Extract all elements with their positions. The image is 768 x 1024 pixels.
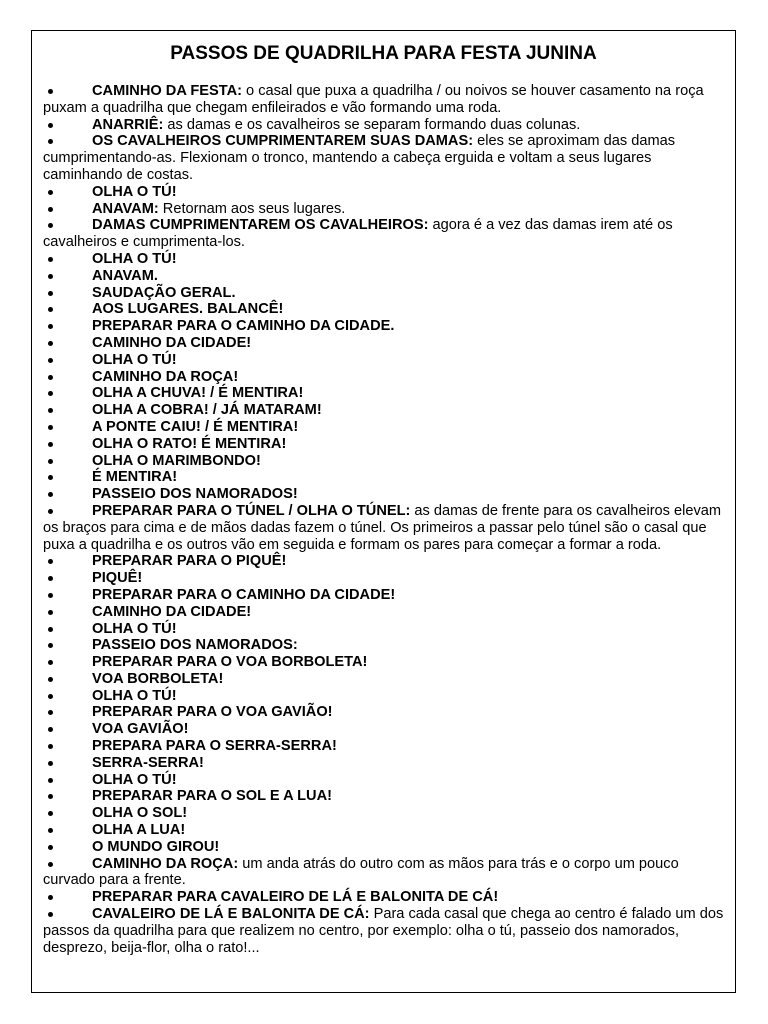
list-item	[43, 587, 725, 604]
list-item	[43, 268, 725, 285]
list-item	[43, 486, 725, 503]
bullet-icon	[48, 912, 53, 917]
step-name: CAMINHO DA CIDADE!	[92, 334, 252, 351]
bullet-icon	[48, 324, 53, 329]
step-name: PREPARAR PARA O CAMINHO DA CIDADE.	[92, 318, 395, 335]
step-description: um anda atrás do outro com as mãos para trás e o corpo um pouco curvado para a frente.	[43, 855, 679, 889]
bullet-icon	[48, 341, 53, 346]
bullet-icon	[48, 727, 53, 732]
list-item	[43, 553, 725, 570]
step-name: CAMINHO DA ROÇA!	[92, 368, 239, 385]
list-item	[43, 419, 725, 436]
list-item	[43, 335, 725, 352]
bullet-icon	[48, 358, 53, 363]
list-item	[43, 285, 725, 302]
list-item	[43, 251, 725, 268]
bullet-icon	[48, 660, 53, 665]
step-name: ANAVAM.	[92, 267, 158, 284]
step-name: OLHA A COBRA! / JÁ MATARAM!	[92, 402, 322, 419]
step-name: PREPARAR PARA O TÚNEL / OLHA O TÚNEL:	[92, 502, 411, 519]
step-name: PIQUÊ!	[92, 570, 143, 587]
list-item	[43, 772, 725, 789]
step-name: DAMAS CUMPRIMENTAREM OS CAVALHEIROS:	[92, 217, 429, 234]
list-item	[43, 856, 725, 890]
list-item	[43, 671, 725, 688]
step-name: OLHA O TÚ!	[92, 351, 177, 368]
list-item	[43, 402, 725, 419]
list-item	[43, 385, 725, 402]
step-description: eles se aproximam das damas cumprimentando-as. Flexionam o tronco, mantendo a cabeça erguida e voltam a seus lugares caminhando de costas.	[43, 133, 676, 183]
step-name: PREPARAR PARA CAVALEIRO DE LÁ E BALONITA DE CÁ!	[92, 889, 499, 906]
bullet-icon	[48, 559, 53, 564]
step-name: OLHA A LUA!	[92, 822, 186, 839]
step-name: PREPARA PARA O SERRA-SERRA!	[92, 738, 337, 755]
step-name: OS CAVALHEIROS CUMPRIMENTAREM SUAS DAMAS:	[92, 133, 474, 150]
list-item	[43, 654, 725, 671]
bullet-icon	[48, 895, 53, 900]
step-name: OLHA O TÚ!	[92, 183, 177, 200]
step-description: as damas e os cavalheiros se separam formando duas colunas.	[163, 116, 581, 133]
step-name: PASSEIO DOS NAMORADOS!	[92, 486, 298, 503]
bullet-icon	[48, 643, 53, 648]
list-item	[43, 570, 725, 587]
bullet-icon	[48, 492, 53, 497]
bullet-icon	[48, 610, 53, 615]
list-item	[43, 217, 725, 251]
list-item	[43, 688, 725, 705]
list-item	[43, 133, 725, 183]
list-item	[43, 621, 725, 638]
step-description: agora é a vez das damas irem até os cavalheiros e cumprimenta-los.	[43, 217, 673, 251]
bullet-icon	[48, 207, 53, 212]
bullet-icon	[48, 593, 53, 598]
bullet-icon	[48, 677, 53, 682]
step-name: PREPARAR PARA O SOL E A LUA!	[92, 788, 332, 805]
step-name: OLHA O MARIMBONDO!	[92, 452, 261, 469]
bullet-icon	[48, 425, 53, 430]
list-item	[43, 604, 725, 621]
list-item	[43, 738, 725, 755]
list-item	[43, 755, 725, 772]
bullet-icon	[48, 257, 53, 262]
step-name: PREPARAR PARA O VOA BORBOLETA!	[92, 654, 368, 671]
step-name: ANARRIÊ:	[92, 116, 164, 133]
step-name: CAVALEIRO DE LÁ E BALONITA DE CÁ:	[92, 906, 370, 923]
bullet-icon	[48, 811, 53, 816]
bullet-icon	[48, 794, 53, 799]
bullet-icon	[48, 475, 53, 480]
list-item	[43, 503, 725, 553]
list-item	[43, 352, 725, 369]
step-name: OLHA O TÚ!	[92, 771, 177, 788]
bullet-icon	[48, 778, 53, 783]
step-name: OLHA O RATO! É MENTIRA!	[92, 435, 287, 452]
step-name: PASSEIO DOS NAMORADOS:	[92, 637, 298, 654]
list-item	[43, 469, 725, 486]
step-name: AOS LUGARES. BALANCÊ!	[92, 301, 284, 318]
step-name: O MUNDO GIROU!	[92, 838, 220, 855]
bullet-icon	[48, 391, 53, 396]
bullet-icon	[48, 845, 53, 850]
step-description: Para cada casal que chega ao centro é falado um dos passos da quadrilha para que realizem no centro, por exemplo: olha o tú, passeio dos namorados, desprezo, beija-flor, olha o rato!...	[43, 906, 724, 956]
bullet-icon	[48, 123, 53, 128]
bullet-icon	[48, 459, 53, 464]
list-item	[43, 117, 725, 134]
list-item	[43, 301, 725, 318]
step-name: É MENTIRA!	[92, 469, 178, 486]
list-item	[43, 788, 725, 805]
bullet-icon	[48, 274, 53, 279]
step-name: CAMINHO DA ROÇA:	[92, 855, 239, 872]
list-item	[43, 704, 725, 721]
list-item	[43, 318, 725, 335]
list-item	[43, 436, 725, 453]
step-description: o casal que puxa a quadrilha / ou noivos se houver casamento na roça puxam a quadrilha que chegam enfileirados e vão formando uma roda.	[43, 83, 704, 116]
list-item	[43, 201, 725, 218]
bullet-icon	[48, 694, 53, 699]
step-name: CAMINHO DA FESTA:	[92, 83, 242, 99]
bullet-icon	[48, 89, 53, 94]
list-item	[43, 805, 725, 822]
list-item	[43, 83, 725, 117]
bullet-icon	[48, 509, 53, 514]
list-item	[43, 453, 725, 470]
bullet-icon	[48, 710, 53, 715]
step-name: VOA GAVIÃO!	[92, 721, 189, 738]
bullet-icon	[48, 761, 53, 766]
step-name: OLHA O TÚ!	[92, 687, 177, 704]
step-name: SAUDAÇÃO GERAL.	[92, 284, 236, 301]
document-title: PASSOS DE QUADRILHA PARA FESTA JUNINA	[170, 43, 597, 64]
bullet-icon	[48, 408, 53, 413]
bullet-icon	[48, 576, 53, 581]
step-description: Retornam aos seus lugares.	[158, 200, 346, 217]
step-name: ANAVAM:	[92, 200, 159, 217]
bullet-icon	[48, 442, 53, 447]
bullet-icon	[48, 307, 53, 312]
bullet-icon	[48, 744, 53, 749]
list-item	[43, 822, 725, 839]
step-name: PREPARAR PARA O CAMINHO DA CIDADE!	[92, 586, 396, 603]
list-item	[43, 369, 725, 386]
list-item	[43, 721, 725, 738]
list-item	[43, 889, 725, 906]
bullet-icon	[48, 223, 53, 228]
step-name: A PONTE CAIU! / É MENTIRA!	[92, 418, 299, 435]
steps-list	[43, 83, 725, 956]
bullet-icon	[48, 862, 53, 867]
step-name: SERRA-SERRA!	[92, 754, 204, 771]
bullet-icon	[48, 190, 53, 195]
step-name: OLHA O SOL!	[92, 805, 188, 822]
bullet-icon	[48, 139, 53, 144]
step-name: PREPARAR PARA O VOA GAVIÃO!	[92, 704, 333, 721]
bullet-icon	[48, 627, 53, 632]
step-name: OLHA O TÚ!	[92, 250, 177, 267]
step-description: as damas de frente para os cavalheiros elevam os braços para cima e de mãos dadas fazem o túnel. Os primeiros a passar pelo túnel são o casal que puxa a quadrilha e os outros vão em seguida e formam os pares para começar a formar a roda.	[43, 502, 722, 553]
bullet-icon	[48, 375, 53, 380]
step-name: VOA BORBOLETA!	[92, 670, 224, 687]
bullet-icon	[48, 291, 53, 296]
list-item	[43, 839, 725, 856]
step-name: CAMINHO DA CIDADE!	[92, 603, 252, 620]
list-item	[43, 637, 725, 654]
bullet-icon	[48, 828, 53, 833]
step-name: OLHA A CHUVA! / É MENTIRA!	[92, 385, 304, 402]
list-item	[43, 184, 725, 201]
list-item	[43, 906, 725, 956]
step-name: PREPARAR PARA O PIQUÊ!	[92, 553, 287, 570]
step-name: OLHA O TÚ!	[92, 620, 177, 637]
